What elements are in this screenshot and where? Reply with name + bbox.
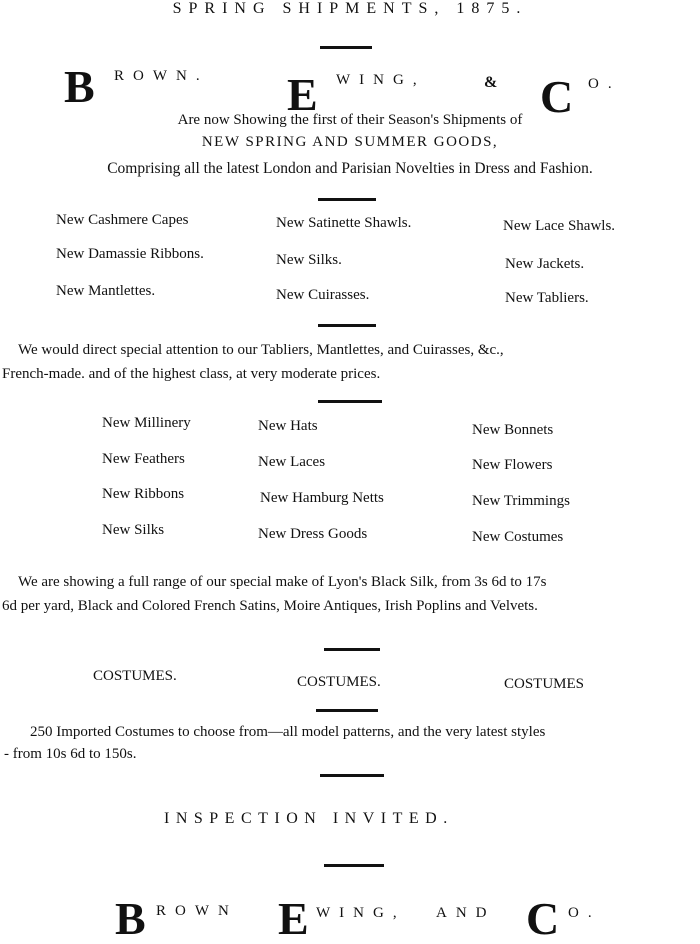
list-item: New Bonnets [472,422,554,438]
divider-2 [318,198,376,201]
list-item: New Lace Shawls. [503,218,616,234]
list-item: New Silks [102,522,165,538]
divider-8 [324,864,384,867]
divider-1 [320,46,372,49]
intro-line-2: NEW SPRING AND SUMMER GOODS, [201,134,499,150]
list-item: New Dress Goods [258,526,368,542]
list-item: New Satinette Shawls. [276,215,412,231]
list-item: New Hamburg Netts [260,490,384,506]
list-item: New Tabliers. [505,290,589,306]
firm-initial-b: B [64,61,95,112]
firm-initial-c: C [540,71,574,122]
firm-initial-b: B [115,893,146,944]
inspection-invited: INSPECTION INVITED. [164,810,454,827]
costumes-line-2: - from 10s 6d to 150s. [4,746,137,762]
list-item: New Hats [258,418,318,434]
attention-line-1: We would direct special attention to our Tabliers, Mantlettes, and Cuirasses, &c., [18,342,504,358]
silk-line-2: 6d per yard, Black and Colored French Satins, Moire Antiques, Irish Poplins and Velvets. [2,598,538,614]
firm-initial-e: E [278,893,309,944]
intro-line-3: Comprising all the latest London and Parisian Novelties in Dress and Fashion. [107,160,593,177]
list-item: New Feathers [102,451,185,467]
firm-word-co: O. [568,905,601,921]
silk-line-1: We are showing a full range of our special make of Lyon's Black Silk, from 3s 6d to 17s [18,574,547,590]
list-item: New Damassie Ribbons. [56,246,204,262]
firm-initial-c: C [526,893,560,944]
list-item: New Laces [258,454,326,470]
list-item: New Millinery [102,415,191,431]
firm-initial-e: E [287,69,318,120]
firm-word-brown: ROWN. [114,68,209,84]
page-title: SPRING SHIPMENTS, 1875. [172,0,528,17]
costumes-heading-1: COSTUMES. [93,668,177,684]
costumes-heading-2: COSTUMES. [297,674,381,690]
firm-word-ewing: WING, [336,72,426,88]
list-item: New Silks. [276,252,342,268]
costumes-heading-3: COSTUMES [504,676,585,692]
divider-7 [320,774,384,777]
divider-3 [318,324,376,327]
firm-word-brown: ROWN [156,903,238,919]
list-item: New Costumes [472,529,564,545]
costumes-line-1: 250 Imported Costumes to choose from—all model patterns, and the very latest styles [30,724,546,740]
firm-word-co: O. [588,76,621,92]
list-item: New Cuirasses. [276,287,370,303]
divider-4 [318,400,382,403]
divider-5 [324,648,380,651]
firm-ampersand: & [484,74,498,91]
list-item: New Cashmere Capes [56,212,189,228]
attention-line-2: French-made. and of the highest class, at very moderate prices. [2,366,381,382]
list-item: New Mantlettes. [56,283,156,299]
firm-word-ewing: WING, [316,905,406,921]
list-item: New Flowers [472,457,553,473]
list-item: New Ribbons [102,486,185,502]
firm-word-and: AND [436,905,496,921]
list-item: New Trimmings [472,493,570,509]
intro-line-1: Are now Showing the first of their Season's Shipments of [177,112,523,128]
divider-6 [316,709,378,712]
list-item: New Jackets. [505,256,585,272]
